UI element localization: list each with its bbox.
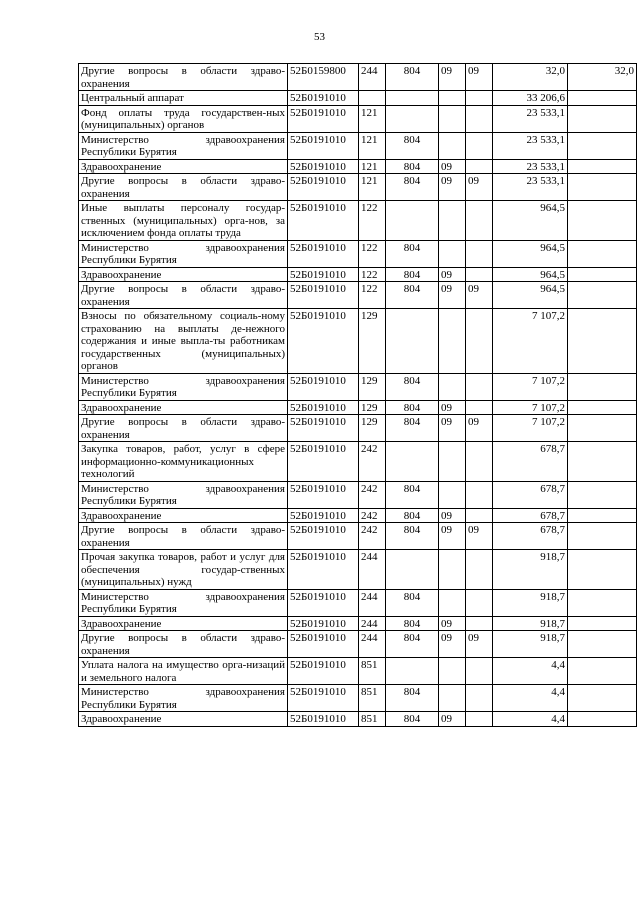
row-amount: 678,7 (493, 442, 568, 482)
row-expense-type (359, 91, 386, 106)
row-subsection (466, 550, 493, 590)
table-row (79, 400, 637, 415)
row-expense-type: 122 (359, 267, 386, 282)
row-section: 09 (439, 712, 466, 727)
row-amount: 678,7 (493, 508, 568, 523)
budget-table-body (79, 64, 637, 727)
row-amount: 33 206,6 (493, 91, 568, 106)
row-name: Закупка товаров, работ, услуг в сфере информационно-коммуникационных технологий (79, 442, 288, 482)
row-department (386, 201, 439, 241)
row-expense-type: 121 (359, 105, 386, 132)
table-row (79, 616, 637, 631)
row-amount-2 (568, 240, 637, 267)
row-section: 09 (439, 282, 466, 309)
row-amount: 32,0 (493, 64, 568, 91)
row-amount-2 (568, 523, 637, 550)
row-amount: 4,4 (493, 658, 568, 685)
row-amount: 964,5 (493, 201, 568, 241)
row-name: Уплата налога на имущество орга-низаций и земельного налога (79, 658, 288, 685)
row-code: 52Б0191010 (288, 550, 359, 590)
row-code: 52Б0191010 (288, 508, 359, 523)
row-subsection (466, 240, 493, 267)
row-section (439, 589, 466, 616)
row-expense-type: 244 (359, 64, 386, 91)
row-subsection: 09 (466, 64, 493, 91)
row-code: 52Б0191010 (288, 442, 359, 482)
row-name: Другие вопросы в области здраво-охранения (79, 631, 288, 658)
row-amount: 7 107,2 (493, 400, 568, 415)
row-subsection: 09 (466, 174, 493, 201)
row-name: Министерство здравоохранения Республики Бурятия (79, 481, 288, 508)
row-subsection: 09 (466, 631, 493, 658)
row-amount: 918,7 (493, 631, 568, 658)
row-amount: 7 107,2 (493, 309, 568, 374)
row-amount-2 (568, 373, 637, 400)
budget-table (78, 63, 637, 727)
table-row (79, 240, 637, 267)
row-expense-type: 244 (359, 616, 386, 631)
row-expense-type: 244 (359, 631, 386, 658)
page-number: 53 (314, 31, 325, 43)
row-department: 804 (386, 508, 439, 523)
row-expense-type: 121 (359, 174, 386, 201)
row-name: Министерство здравоохранения Республики Бурятия (79, 132, 288, 159)
row-expense-type: 129 (359, 400, 386, 415)
row-name: Другие вопросы в области здраво-охранения (79, 415, 288, 442)
row-department: 804 (386, 415, 439, 442)
row-expense-type: 851 (359, 685, 386, 712)
row-amount-2 (568, 415, 637, 442)
row-section: 09 (439, 267, 466, 282)
row-department: 804 (386, 685, 439, 712)
row-amount-2 (568, 631, 637, 658)
row-code: 52Б0191010 (288, 267, 359, 282)
row-amount-2 (568, 550, 637, 590)
row-section: 09 (439, 400, 466, 415)
row-department (386, 550, 439, 590)
row-expense-type: 244 (359, 589, 386, 616)
table-row (79, 105, 637, 132)
row-name: Фонд оплаты труда государствен-ных (муниципальных) органов (79, 105, 288, 132)
table-row (79, 523, 637, 550)
row-name: Министерство здравоохранения Республики Бурятия (79, 589, 288, 616)
row-code: 52Б0191010 (288, 174, 359, 201)
row-code: 52Б0159800 (288, 64, 359, 91)
table-row (79, 550, 637, 590)
row-expense-type: 122 (359, 282, 386, 309)
row-section (439, 309, 466, 374)
row-amount: 23 533,1 (493, 159, 568, 174)
row-subsection (466, 400, 493, 415)
row-expense-type: 129 (359, 309, 386, 374)
row-department (386, 91, 439, 106)
row-subsection (466, 105, 493, 132)
row-subsection (466, 442, 493, 482)
row-section (439, 442, 466, 482)
table-row (79, 91, 637, 106)
table-row (79, 589, 637, 616)
row-department: 804 (386, 132, 439, 159)
row-section (439, 550, 466, 590)
row-subsection (466, 159, 493, 174)
table-row (79, 282, 637, 309)
row-department: 804 (386, 400, 439, 415)
row-amount-2 (568, 589, 637, 616)
row-name: Здравоохранение (79, 400, 288, 415)
row-amount-2 (568, 201, 637, 241)
row-amount-2 (568, 508, 637, 523)
row-expense-type: 242 (359, 523, 386, 550)
row-amount: 7 107,2 (493, 415, 568, 442)
row-subsection (466, 201, 493, 241)
row-amount: 918,7 (493, 589, 568, 616)
row-amount-2 (568, 400, 637, 415)
row-section (439, 685, 466, 712)
row-department: 804 (386, 523, 439, 550)
row-amount-2 (568, 685, 637, 712)
row-department (386, 442, 439, 482)
row-subsection (466, 658, 493, 685)
row-department: 804 (386, 373, 439, 400)
row-name: Другие вопросы в области здраво-охранения (79, 174, 288, 201)
row-name: Здравоохранение (79, 508, 288, 523)
row-expense-type: 129 (359, 373, 386, 400)
row-amount: 23 533,1 (493, 132, 568, 159)
row-code: 52Б0191010 (288, 685, 359, 712)
row-code: 52Б0191010 (288, 616, 359, 631)
row-subsection (466, 267, 493, 282)
row-name: Другие вопросы в области здраво-охранения (79, 523, 288, 550)
row-amount-2 (568, 658, 637, 685)
row-amount: 964,5 (493, 282, 568, 309)
row-code: 52Б0191010 (288, 373, 359, 400)
row-code: 52Б0191010 (288, 523, 359, 550)
row-expense-type: 851 (359, 712, 386, 727)
row-department: 804 (386, 282, 439, 309)
row-name: Иные выплаты персоналу государ-ственных (муниципальных) орга-нов, за исключением фонда оплаты труда (79, 201, 288, 241)
row-subsection (466, 132, 493, 159)
row-code: 52Б0191010 (288, 309, 359, 374)
row-code: 52Б0191010 (288, 201, 359, 241)
row-name: Здравоохранение (79, 712, 288, 727)
row-name: Здравоохранение (79, 616, 288, 631)
row-code: 52Б0191010 (288, 658, 359, 685)
row-expense-type: 121 (359, 159, 386, 174)
table-row (79, 267, 637, 282)
table-row (79, 658, 637, 685)
row-expense-type: 242 (359, 442, 386, 482)
row-expense-type: 242 (359, 508, 386, 523)
row-amount-2 (568, 442, 637, 482)
row-amount-2 (568, 616, 637, 631)
row-code: 52Б0191010 (288, 159, 359, 174)
row-department: 804 (386, 64, 439, 91)
row-code: 52Б0191010 (288, 712, 359, 727)
row-department: 804 (386, 712, 439, 727)
table-row (79, 159, 637, 174)
row-section: 09 (439, 508, 466, 523)
row-department: 804 (386, 616, 439, 631)
row-code: 52Б0191010 (288, 481, 359, 508)
row-subsection (466, 685, 493, 712)
row-section (439, 91, 466, 106)
row-department: 804 (386, 481, 439, 508)
row-department: 804 (386, 174, 439, 201)
row-amount: 918,7 (493, 616, 568, 631)
table-row (79, 64, 637, 91)
table-row (79, 415, 637, 442)
table-row (79, 508, 637, 523)
row-amount-2 (568, 282, 637, 309)
row-code: 52Б0191010 (288, 631, 359, 658)
table-row (79, 631, 637, 658)
row-expense-type: 851 (359, 658, 386, 685)
row-expense-type: 129 (359, 415, 386, 442)
row-section: 09 (439, 415, 466, 442)
row-subsection (466, 91, 493, 106)
row-amount-2: 32,0 (568, 64, 637, 91)
row-name: Прочая закупка товаров, работ и услуг для обеспечения государ-ственных (муниципальных) нужд (79, 550, 288, 590)
row-section (439, 201, 466, 241)
row-expense-type: 242 (359, 481, 386, 508)
row-amount: 23 533,1 (493, 174, 568, 201)
row-subsection (466, 309, 493, 374)
row-expense-type: 122 (359, 201, 386, 241)
row-amount: 4,4 (493, 712, 568, 727)
table-row (79, 174, 637, 201)
row-name: Центральный аппарат (79, 91, 288, 106)
table-row (79, 309, 637, 374)
row-name: Другие вопросы в области здраво-охранения (79, 282, 288, 309)
row-amount: 4,4 (493, 685, 568, 712)
table-row (79, 712, 637, 727)
row-amount: 678,7 (493, 523, 568, 550)
row-amount: 678,7 (493, 481, 568, 508)
row-amount: 7 107,2 (493, 373, 568, 400)
row-name: Здравоохранение (79, 267, 288, 282)
table-row (79, 481, 637, 508)
row-section (439, 240, 466, 267)
row-subsection (466, 373, 493, 400)
row-amount: 23 533,1 (493, 105, 568, 132)
row-amount: 964,5 (493, 240, 568, 267)
row-department: 804 (386, 631, 439, 658)
row-name: Министерство здравоохранения Республики Бурятия (79, 685, 288, 712)
row-amount-2 (568, 174, 637, 201)
row-subsection: 09 (466, 523, 493, 550)
row-name: Министерство здравоохранения Республики Бурятия (79, 240, 288, 267)
table-row (79, 132, 637, 159)
table-row (79, 373, 637, 400)
row-subsection (466, 589, 493, 616)
row-subsection (466, 481, 493, 508)
row-section (439, 132, 466, 159)
row-code: 52Б0191010 (288, 105, 359, 132)
row-amount-2 (568, 309, 637, 374)
row-section (439, 105, 466, 132)
row-amount-2 (568, 481, 637, 508)
row-expense-type: 122 (359, 240, 386, 267)
row-code: 52Б0191010 (288, 91, 359, 106)
row-amount-2 (568, 105, 637, 132)
row-department: 804 (386, 589, 439, 616)
row-code: 52Б0191010 (288, 415, 359, 442)
row-section (439, 481, 466, 508)
row-amount-2 (568, 267, 637, 282)
row-expense-type: 121 (359, 132, 386, 159)
row-section: 09 (439, 616, 466, 631)
row-department (386, 309, 439, 374)
table-row (79, 442, 637, 482)
row-department: 804 (386, 240, 439, 267)
row-subsection (466, 616, 493, 631)
row-department (386, 658, 439, 685)
row-subsection: 09 (466, 282, 493, 309)
row-subsection: 09 (466, 415, 493, 442)
row-subsection (466, 508, 493, 523)
row-code: 52Б0191010 (288, 132, 359, 159)
row-expense-type: 244 (359, 550, 386, 590)
row-section: 09 (439, 159, 466, 174)
row-section: 09 (439, 523, 466, 550)
row-code: 52Б0191010 (288, 240, 359, 267)
row-department (386, 105, 439, 132)
row-subsection (466, 712, 493, 727)
row-code: 52Б0191010 (288, 400, 359, 415)
row-code: 52Б0191010 (288, 589, 359, 616)
row-name: Другие вопросы в области здраво-охранения (79, 64, 288, 91)
row-amount-2 (568, 132, 637, 159)
row-section (439, 658, 466, 685)
row-department: 804 (386, 159, 439, 174)
row-amount: 964,5 (493, 267, 568, 282)
row-name: Здравоохранение (79, 159, 288, 174)
row-department: 804 (386, 267, 439, 282)
table-row (79, 201, 637, 241)
table-row (79, 685, 637, 712)
row-section (439, 373, 466, 400)
row-amount-2 (568, 712, 637, 727)
row-amount-2 (568, 159, 637, 174)
row-amount-2 (568, 91, 637, 106)
row-section: 09 (439, 64, 466, 91)
row-name: Взносы по обязательному социаль-ному страхованию на выплаты де-нежного содержания и иные выпла-ты работникам государственных (муниципальных) органов (79, 309, 288, 374)
row-code: 52Б0191010 (288, 282, 359, 309)
row-section: 09 (439, 174, 466, 201)
row-section: 09 (439, 631, 466, 658)
row-name: Министерство здравоохранения Республики Бурятия (79, 373, 288, 400)
row-amount: 918,7 (493, 550, 568, 590)
